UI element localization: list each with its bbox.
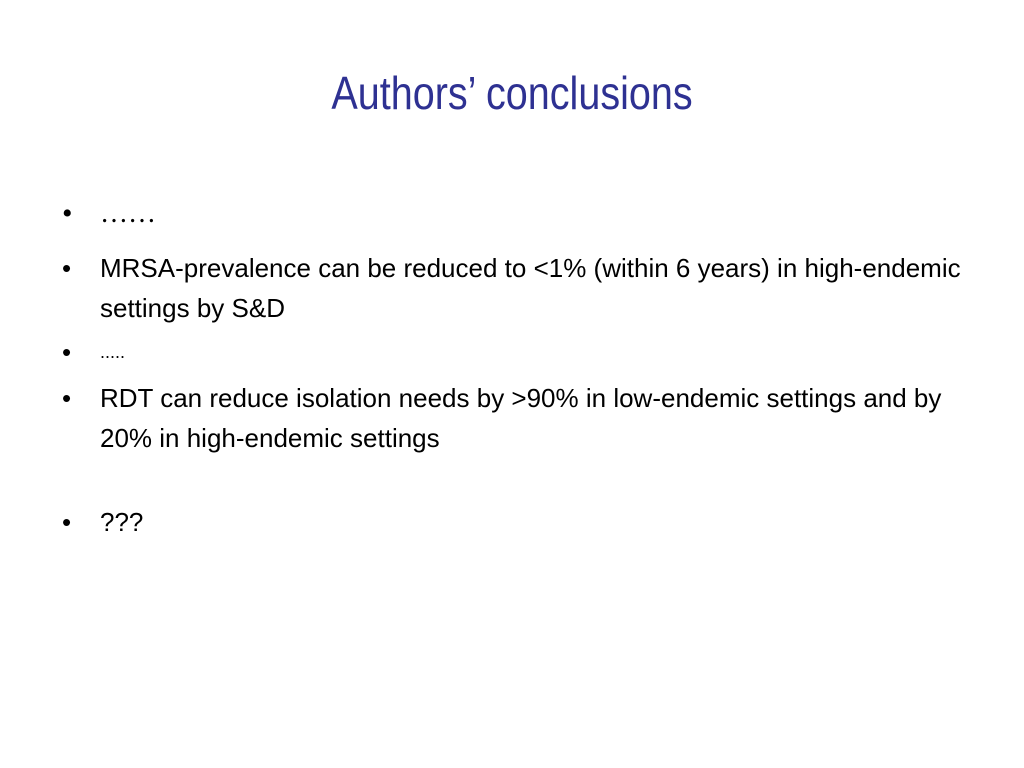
bullet-marker: • <box>62 383 72 413</box>
bullet-marker: • <box>62 337 72 367</box>
bullet-text: …… <box>100 198 156 229</box>
bullet-marker: • <box>62 253 72 283</box>
bullet-text: RDT can reduce isolation needs by >90% in low-endemic settings and by 20% in high-endemic settings <box>100 383 942 453</box>
bullet-marker: • <box>62 507 72 537</box>
bullet-item <box>58 190 978 238</box>
bullet-item <box>58 378 978 458</box>
bullet-text: MRSA-prevalence can be reduced to <1% (within 6 years) in high-endemic settings by S&D <box>100 253 961 323</box>
bullet-item <box>58 248 978 328</box>
bullet-marker: • <box>62 197 73 230</box>
slide-title: Authors’ conclusions <box>331 67 693 119</box>
bullet-text: ..... <box>100 342 126 362</box>
bullet-item <box>58 332 978 372</box>
bullet-list <box>58 190 978 542</box>
bullet-item <box>58 502 978 542</box>
bullet-text: ??? <box>100 507 144 537</box>
